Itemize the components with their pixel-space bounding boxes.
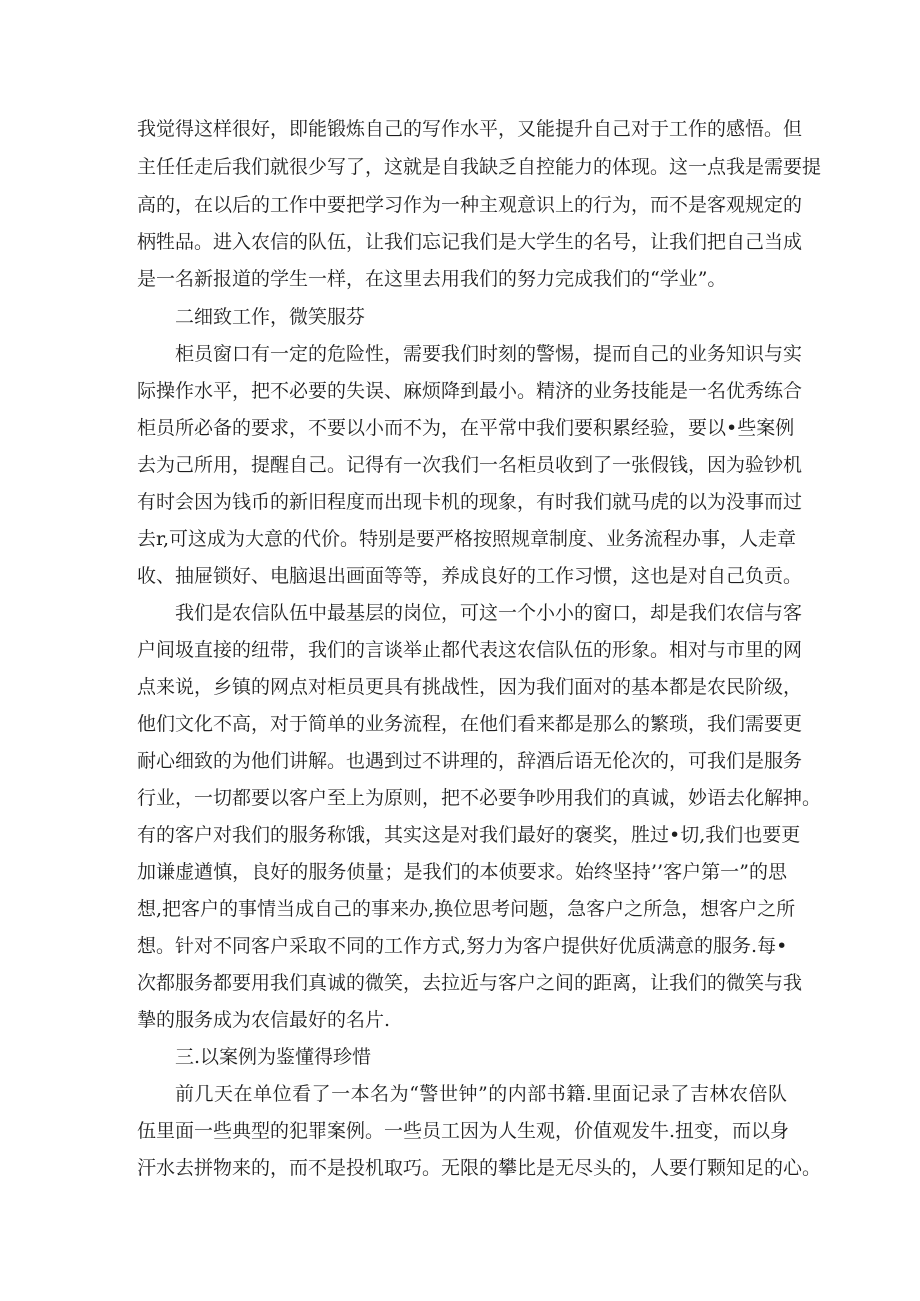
text-line: 行业，一切都要以客户至上为原则，把不必要争吵用我们的真诚，妙语去化解抻。 [137,787,822,809]
text-line: 有时会因为钱币的新旧程度而出现卡机的现象，有时我们就马虎的以为没事而过 [137,491,803,513]
text-line: 际操作水平，把不必要的失误、麻烦降到最小。精济的业务技能是一名优秀练合 [137,380,803,402]
text-line: 想。针对不同客户采取不同的工作方式,努力为客户提供好优质满意的服务.每• [137,935,788,957]
text-line: 主任任走后我们就很少写了，这就是自我缺乏自控能力的体现。这一点我是需要提 [137,156,822,178]
text-line: 高的，在以后的工作中要把学习作为一种主观意识上的行为，而不是客观规定的 [137,194,803,216]
text-line: 我觉得这样很好，即能锻炼自己的写作水平，又能提升自己对于工作的感悟。但 [137,118,803,140]
text-line: 柜员所必备的要求，不要以小而不为，在平常中我们要积累经验，要以•些案例 [137,417,795,439]
text-line: 耐心细致的为他们讲解。也遇到过不讲理的，辞酒后语无伦次的，可我们是服务 [137,750,803,772]
paragraph-first-line: 柜员窗口有一定的危险性，需要我们时刻的警惕，提而自己的业务知识与实 [175,343,803,365]
text-line: 他们文化不高，对于简单的业务流程，在他们看来都是那么的繁琐，我们需要更 [137,713,803,735]
text-line: 点来说，乡镇的网点对柜员更具有挑战性，因为我们面对的基本都是农民阶级， [137,676,803,698]
text-line: 汗水去拼物来的，而不是投机取巧。无限的攀比是无尽头的，人要仃颗知足的心。 [137,1157,822,1179]
text-line: 次都服务都要用我们真诚的微笑，去拉近与客户之间的距离，让我们的微笑与我 [137,972,803,994]
text-line: 去r,可这成为大意的代价。特别是要严格按照规章制度、业务流程办事，人走章 [137,528,797,550]
text-line: 收、抽屉锁好、电脑退出画面等等，养成良好的工作习惯，这也是对自己负贡。 [137,565,803,587]
text-line: 户间圾直接的纽带，我们的言谈举止都代表这农信队伍的形象。相对与市里的网 [137,639,803,661]
text-line: 去为己所用，提醒自己。记得有一次我们一名柜员收到了一张假钱，因为验钞机 [137,454,803,476]
section-heading: 二细致工作，微笑服芬 [175,306,366,328]
paragraph-first-line: 前几天在单位看了一本名为“警世钟”的内部书籍.里面记录了吉林农倍队 [175,1083,787,1105]
text-line: 加谦虚遒慎，良好的服务侦量；是我们的本侦要求。始终坚持’’客户第一”的思 [137,861,787,883]
text-line: 伍里面一些典型的犯罪案例。一些员工因为人生观，价值观发牛.扭变，而以身 [137,1120,790,1142]
text-line: 有的客户对我们的服务称饿，其实这是对我们最好的褒奖，胜过•切,我们也要更 [137,824,801,846]
text-line: 想,把客户的事情当成自己的事来办,换位思考问题，急客户之所急，想客户之所 [137,898,796,920]
text-line: 柄牲品。进入农信的队伍，让我们忘记我们是大学生的名号，让我们把自己当成 [137,231,803,253]
text-line: 摯的服务成为农信最好的名片. [137,1009,391,1031]
paragraph-first-line: 我们是农信队伍中最基层的岗位，可这一个小小的窗口，却是我们农信与客 [175,602,803,624]
text-line: 是一名新报道的学生一样，在这里去用我们的努力完成我们的“学业”。 [137,268,727,290]
section-heading: 三.以案例为鉴懂得珍惜 [175,1046,372,1068]
